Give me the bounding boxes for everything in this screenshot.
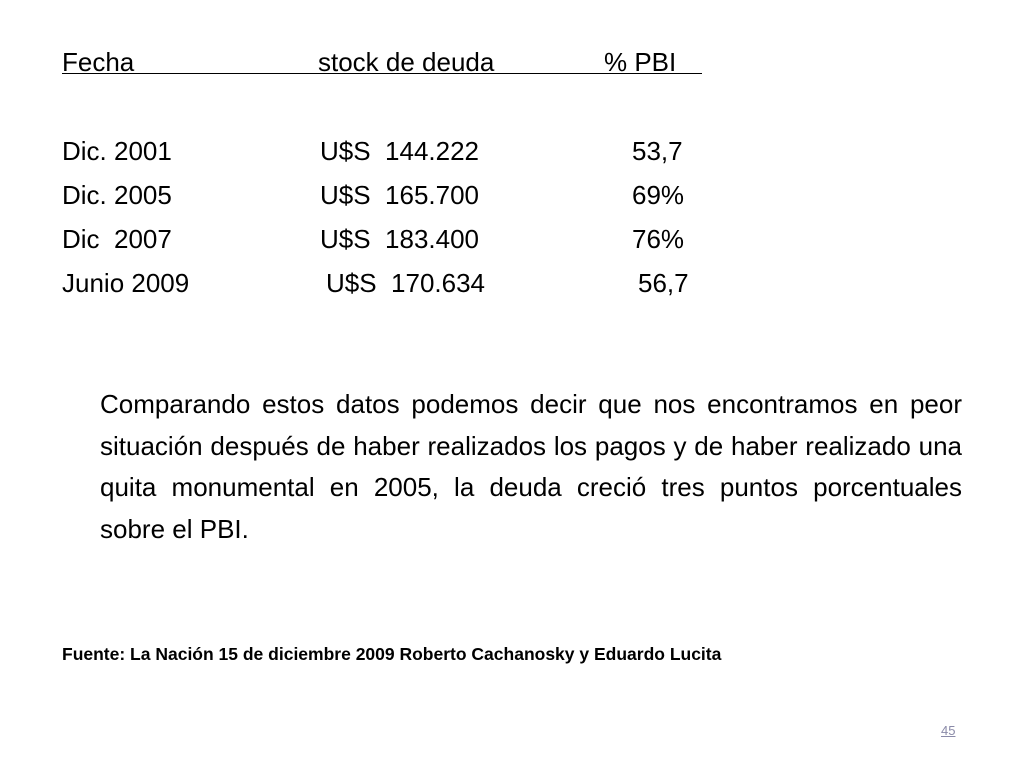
page-number[interactable]: 45 [941,723,956,738]
row-pbi: 56,7 [638,268,689,298]
row-fecha: Dic 2007 [62,224,172,254]
row-fecha: Junio 2009 [62,268,190,298]
row-pbi: 69% [632,180,685,210]
header-fecha: Fecha [62,47,135,77]
analysis-paragraph: Comparando estos datos podemos decir que nos encontramos en peor situación después de haber realizados los pagos y de haber realizado una quita monumental en 2005, la deuda creció tres puntos porcentuales sobre el PBI. [100,389,962,544]
row-pbi: 53,7 [632,136,683,166]
debt-table [62,40,702,305]
row-fecha: Dic. 2005 [62,180,172,210]
row-stock: U$S 183.400 [320,224,480,254]
row-pbi: 76% [632,224,685,254]
row-stock: U$S 165.700 [320,180,480,210]
source-citation: Fuente: La Nación 15 de diciembre 2009 Roberto Cachanosky y Eduardo Lucita [62,644,722,664]
row-fecha: Dic. 2001 [62,136,172,166]
table-row [62,217,702,261]
row-stock: U$S 170.634 [326,268,486,298]
table-row [62,261,702,305]
header-stock: stock de deuda [318,47,495,77]
table-row [62,173,702,217]
header-pbi: % PBI [604,47,677,77]
table-header-row [62,40,702,77]
row-stock: U$S 144.222 [320,136,480,166]
table-row [62,129,702,173]
